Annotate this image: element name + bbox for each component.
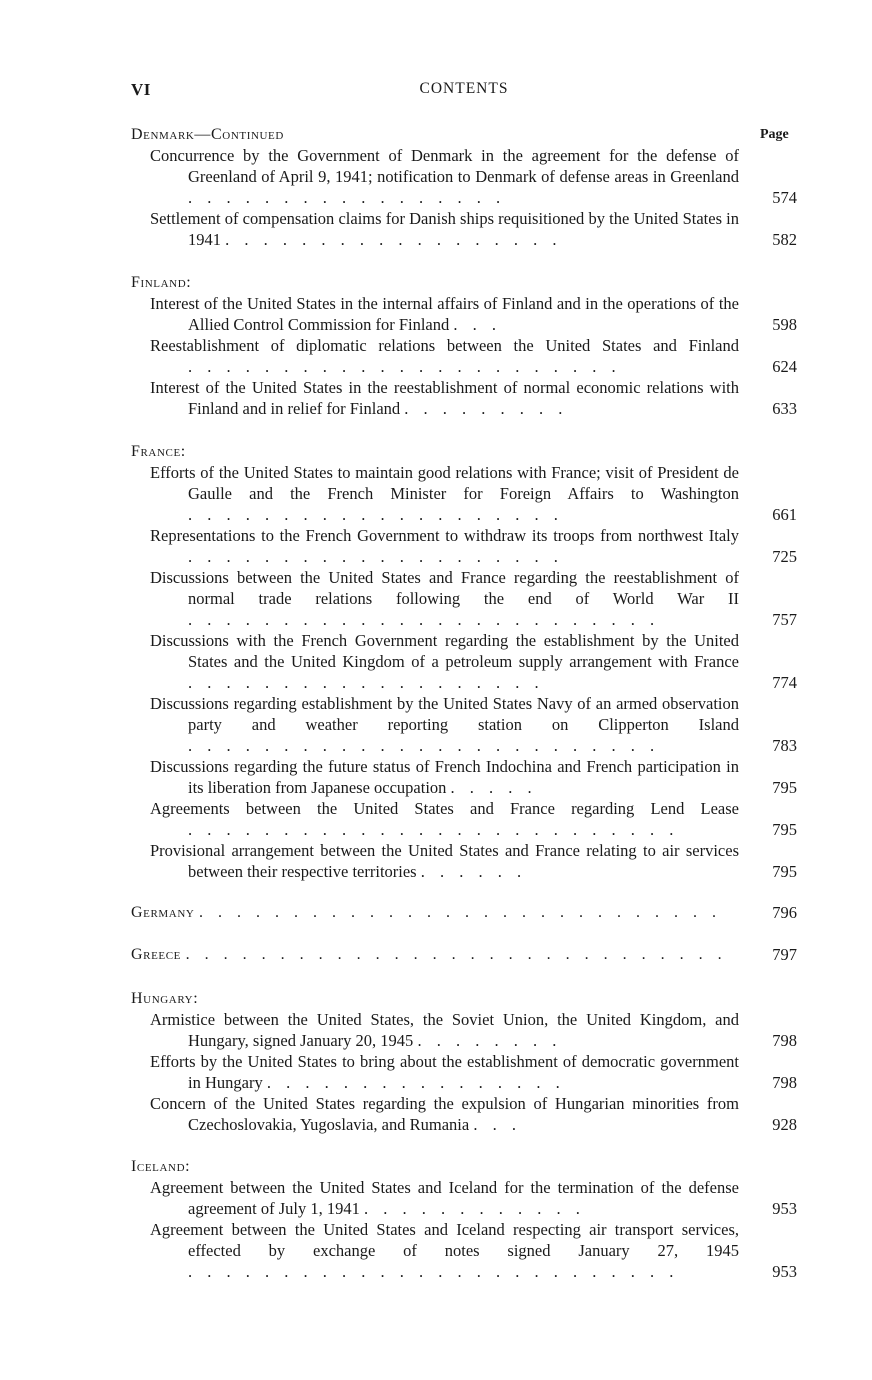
dot-leader: . . . . . . . . . . . . . . . . . — [188, 188, 506, 207]
toc-entry[interactable] — [131, 293, 797, 335]
section-hungary — [131, 988, 797, 1135]
dot-leader: . . . . . . . . . . . . . . . . . . . . . . . . . — [188, 610, 660, 629]
dot-leader: . . . . . . . . — [417, 1031, 562, 1050]
page-number: 633 — [772, 399, 797, 418]
dot-leader: . . . . . . . . . . . . . . . . . . . . . . . . . . — [188, 1262, 679, 1281]
page-number: 798 — [772, 1073, 797, 1092]
dot-leader: . . . . . . . . . . . . . . . . . . . . — [188, 547, 564, 566]
page-number: 797 — [772, 945, 797, 964]
section-iceland — [131, 1156, 797, 1282]
dot-leader: . . . . . . . . . — [404, 399, 568, 418]
page-number: 928 — [772, 1115, 797, 1134]
entry-text: Representations to the French Government to withdraw its troops from northwest Italy — [150, 526, 739, 545]
page-number: 795 — [772, 778, 797, 797]
dot-leader: . . . . . . . . . . . . . . . . . . . . . . . . . — [188, 736, 660, 755]
section-heading: Greece — [131, 946, 181, 963]
page-number: 757 — [772, 610, 797, 629]
toc-entry[interactable] — [131, 1219, 797, 1282]
entry-text: Discussions regarding the future status of French Indochina and French participation in its liberation from Japanese occupation — [150, 757, 739, 797]
entry-text: Interest of the United States in the reestablishment of normal economic relations with Finland and in relief for Finland — [150, 378, 739, 418]
entry-text: Provisional arrangement between the United States and France relating to air services between their respective territories — [150, 841, 739, 881]
dot-leader: . . . . . . . . . . . . . . . . . . . — [188, 673, 545, 692]
entry-text: Discussions with the French Government regarding the establishment by the United States and the United Kingdom of a petroleum supply arrangement with France — [150, 631, 739, 671]
dot-leader: . . . . . . . . . . . . . . . . . . . . . . . . . . . . . — [185, 946, 728, 963]
page-number: 624 — [772, 357, 797, 376]
dot-leader: . . . . . . . . . . . . . . . . . . . . . . . . . . . . — [199, 904, 722, 921]
entry-text: Reestablishment of diplomatic relations between the United States and Finland — [150, 336, 739, 355]
entry-text: Agreements between the United States and France regarding Lend Lease — [150, 799, 739, 818]
toc-entry[interactable] — [131, 145, 797, 208]
page-number: 795 — [772, 820, 797, 839]
dot-leader: . . . . . . . . . . . . . . . . . . . . . . . — [188, 357, 622, 376]
page-number: 774 — [772, 673, 797, 692]
entry-text: Concurrence by the Government of Denmark in the agreement for the defense of Greenland of April 9, 1941; notification to Denmark of defense areas in Greenland — [150, 146, 739, 186]
toc-entry[interactable] — [131, 1009, 797, 1051]
page-number: 798 — [772, 1031, 797, 1050]
section-france — [131, 441, 797, 882]
toc-entry[interactable] — [131, 377, 797, 419]
toc-entry[interactable] — [131, 798, 797, 840]
page-number: 795 — [772, 862, 797, 881]
page-number: 661 — [772, 505, 797, 524]
dot-leader: . . . . . — [450, 778, 538, 797]
toc-entry[interactable] — [131, 756, 797, 798]
dot-leader: . . . . . . . . . . . . — [363, 1199, 586, 1218]
toc-entry[interactable] — [131, 208, 797, 250]
section-heading: Iceland: — [131, 1158, 191, 1175]
section-greece — [131, 944, 797, 965]
running-title: CONTENTS — [419, 80, 509, 97]
dot-leader: . . . . . . . . . . . . . . . . . . — [225, 230, 562, 249]
dot-leader: . . . . . . . . . . . . . . . . . . . . — [188, 505, 564, 524]
toc-entry[interactable] — [131, 462, 797, 525]
section-heading: Finland: — [131, 274, 192, 291]
section-heading: Hungary: — [131, 990, 199, 1007]
section-germany — [131, 902, 797, 923]
section-heading: France: — [131, 443, 186, 460]
entry-text: Agreement between the United States and Iceland for the termination of the defense agreement of July 1, 1941 — [150, 1178, 739, 1218]
dot-leader: . . . . . . . . . . . . . . . . . . . . . . . . . . — [188, 820, 679, 839]
entry-text: Agreement between the United States and Iceland respecting air transport services, effected by exchange of notes signed January 27, 1945 — [150, 1220, 739, 1260]
toc-entry[interactable] — [131, 1093, 797, 1135]
toc-entry[interactable] — [131, 525, 797, 567]
page-number: 582 — [772, 230, 797, 249]
entry-text: Concern of the United States regarding the expulsion of Hungarian minorities from Czechoslovakia, Yugoslavia, and Rumania — [150, 1094, 739, 1134]
page-number: 953 — [772, 1199, 797, 1218]
toc-entry[interactable] — [131, 1051, 797, 1093]
page-number: 725 — [772, 547, 797, 566]
dot-leader: . . . — [453, 315, 502, 334]
dot-leader: . . . . . . . . . . . . . . . . — [266, 1073, 566, 1092]
section-denmark — [131, 124, 797, 250]
page-number: 953 — [772, 1262, 797, 1281]
toc-entry[interactable] — [131, 1177, 797, 1219]
toc-entry[interactable] — [131, 840, 797, 882]
entry-text: Discussions between the United States and France regarding the reestablishment of normal trade relations following the end of World War II — [150, 568, 739, 608]
page-header — [131, 80, 797, 104]
entry-text: Armistice between the United States, the Soviet Union, the United Kingdom, and Hungary, signed January 20, 1945 — [150, 1010, 739, 1050]
page-number: 598 — [772, 315, 797, 334]
entry-text: Efforts by the United States to bring about the establishment of democratic government in Hungary — [150, 1052, 739, 1092]
entry-text: Settlement of compensation claims for Danish ships requisitioned by the United States in 1941 — [150, 209, 739, 249]
toc-entry[interactable] — [131, 630, 797, 693]
section-heading: Germany — [131, 904, 195, 921]
page-number: 783 — [772, 736, 797, 755]
page-number: 574 — [772, 188, 797, 207]
dot-leader: . . . — [473, 1115, 522, 1134]
entry-text: Discussions regarding establishment by the United States Navy of an armed observation party and weather reporting station on Clipperton Island — [150, 694, 739, 734]
toc-entry[interactable] — [131, 944, 797, 965]
entry-text: Interest of the United States in the internal affairs of Finland and in the operations of the Allied Control Commission for Finland — [150, 294, 739, 334]
page-folio: VI — [131, 80, 151, 99]
page-number: 796 — [772, 903, 797, 922]
page-column-label: Page — [760, 127, 789, 142]
entry-text: Efforts of the United States to maintain good relations with France; visit of President de Gaulle and the French Minister for Foreign Affairs to Washington — [150, 463, 739, 503]
toc-entry[interactable] — [131, 902, 797, 923]
section-heading: Denmark—Continued — [131, 126, 284, 143]
dot-leader: . . . . . . — [420, 862, 527, 881]
toc-entry[interactable] — [131, 567, 797, 630]
toc-entry[interactable] — [131, 693, 797, 756]
toc-entry[interactable] — [131, 335, 797, 377]
section-finland — [131, 272, 797, 419]
